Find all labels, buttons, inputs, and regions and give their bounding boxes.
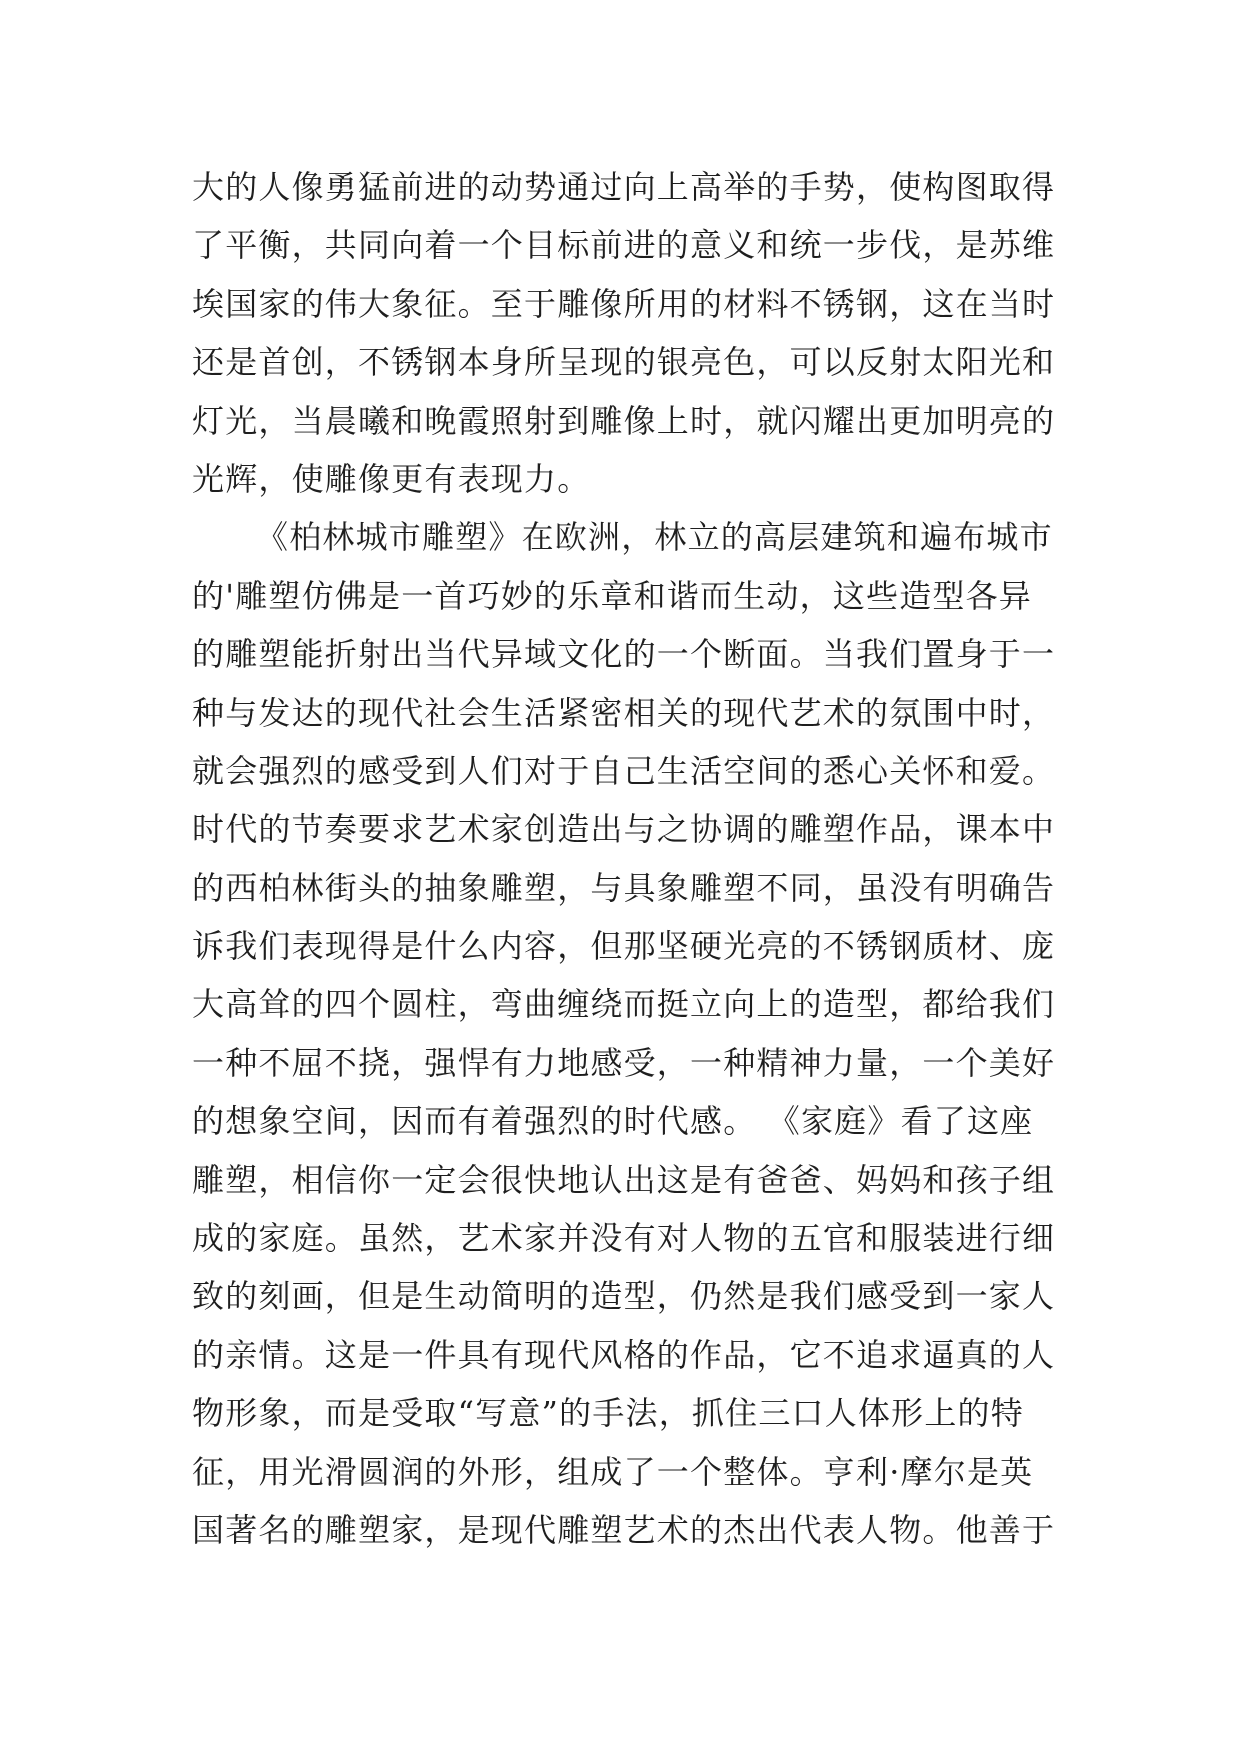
text-line: 埃国家的伟大象征。至于雕像所用的材料不锈钢，这在当时 xyxy=(192,284,1056,323)
text-line: 光辉，使雕像更有表现力。 xyxy=(192,459,591,498)
text-line: 的亲情。这是一件具有现代风格的作品，它不追求逼真的人 xyxy=(192,1335,1056,1374)
text-line: 物形象，而是受取“写意”的手法，抓住三口人体形上的特 xyxy=(192,1394,1024,1433)
text-line: 大的人像勇猛前进的动势通过向上高举的手势，使构图取得 xyxy=(192,168,1056,206)
text-line: 的雕塑能折射出当代异域文化的一个断面。当我们置身于一 xyxy=(192,635,1056,674)
text-line: 的西柏林街头的抽象雕塑，与具象雕塑不同，虽没有明确告 xyxy=(192,868,1056,907)
text-line: 一种不屈不挠，强悍有力地感受，一种精神力量，一个美好 xyxy=(192,1043,1056,1082)
text-line: 国著名的雕塑家，是现代雕塑艺术的杰出代表人物。他善于 xyxy=(192,1510,1056,1549)
text-line: 种与发达的现代社会生活紧密相关的现代艺术的氛围中时， xyxy=(192,693,1056,732)
text-line: 还是首创，不锈钢本身所呈现的银亮色，可以反射太阳光和 xyxy=(192,343,1056,382)
text-line: 成的家庭。虽然，艺术家并没有对人物的五官和服装进行细 xyxy=(192,1219,1056,1258)
text-line: 的想象空间，因而有着强烈的时代感。 《家庭》看了这座 xyxy=(192,1102,1034,1141)
body-text xyxy=(192,158,1072,1559)
text-line: 时代的节奏要求艺术家创造出与之协调的雕塑作品，课本中 xyxy=(192,810,1056,849)
text-line: 诉我们表现得是什么内容，但那坚硬光亮的不锈钢质材、庞 xyxy=(192,927,1056,966)
text-line: 征，用光滑圆润的外形，组成了一个整体。亨利·摩尔是英 xyxy=(192,1452,1034,1491)
text-line: 大高耸的四个圆柱，弯曲缠绕而挺立向上的造型，都给我们 xyxy=(192,985,1056,1024)
text-line: 雕塑，相信你一定会很快地认出这是有爸爸、妈妈和孩子组 xyxy=(192,1160,1056,1199)
text-line: 致的刻画，但是生动简明的造型，仍然是我们感受到一家人 xyxy=(192,1277,1056,1316)
text-line: 灯光，当晨曦和晚霞照射到雕像上时，就闪耀出更加明亮的 xyxy=(192,401,1056,440)
text-line: 就会强烈的感受到人们对于自己生活空间的悉心关怀和爱。 xyxy=(192,751,1056,790)
text-line: 了平衡，共同向着一个目标前进的意义和统一步伐，是苏维 xyxy=(192,226,1056,265)
text-line: 的'雕塑仿佛是一首巧妙的乐章和谐而生动，这些造型各异 xyxy=(192,576,1032,615)
paragraph-start-line: 《柏林城市雕塑》在欧洲，林立的高层建筑和遍布城市 xyxy=(256,518,1053,557)
